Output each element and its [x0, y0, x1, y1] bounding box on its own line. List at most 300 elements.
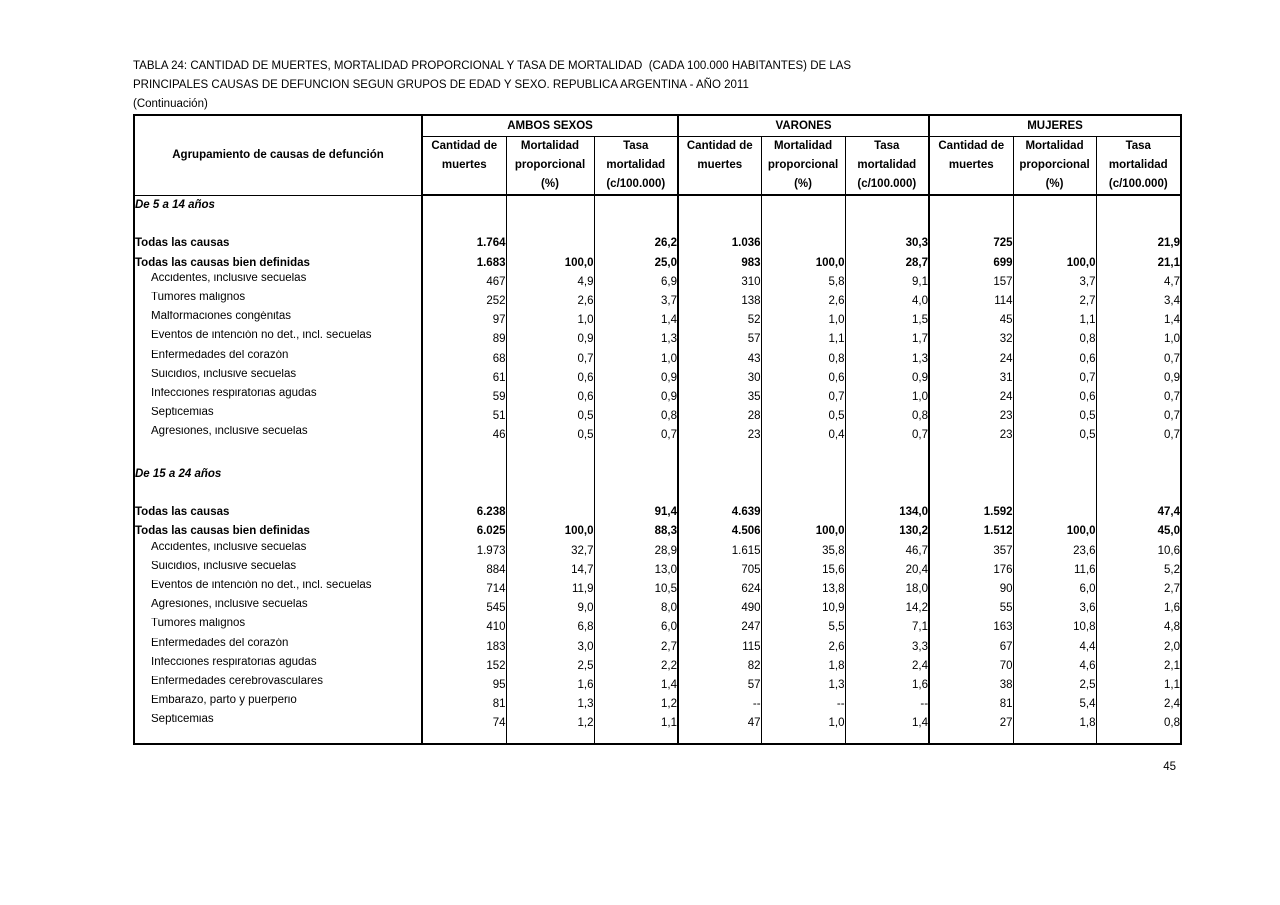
- cause-label: Accidentes, inclusive secuelas: [134, 542, 422, 561]
- cause-label: Eventos de intención no det., incl. secuelas: [134, 580, 422, 599]
- value-cell: 10,8: [1013, 618, 1096, 637]
- value-cell: 97: [422, 311, 506, 330]
- value-cell: 100,0: [506, 254, 594, 273]
- value-cell: 1,4: [1096, 311, 1181, 330]
- cause-label: Malformaciones congénitas: [134, 311, 422, 330]
- data-row: [134, 676, 1181, 695]
- value-cell: 884: [422, 561, 506, 580]
- value-cell: 983: [678, 254, 761, 273]
- cause-label: Tumores malignos: [134, 292, 422, 311]
- value-cell: [422, 734, 506, 744]
- data-row: [134, 618, 1181, 637]
- value-cell: 115: [678, 638, 761, 657]
- value-cell: 0,7: [1096, 426, 1181, 445]
- value-cell: [845, 465, 929, 484]
- value-cell: 14,2: [845, 599, 929, 618]
- cause-label: Tumores malignos: [134, 618, 422, 637]
- value-cell: 23: [929, 407, 1013, 426]
- value-cell: 5,2: [1096, 561, 1181, 580]
- value-cell: 26,2: [594, 234, 678, 253]
- title-line-2: PRINCIPALES CAUSAS DE DEFUNCION SEGUN GRUPOS DE EDAD Y SEXO. REPUBLICA ARGENTINA - AÑO 2011: [133, 79, 749, 91]
- value-cell: 95: [422, 676, 506, 695]
- value-cell: 81: [929, 695, 1013, 714]
- data-row: [134, 542, 1181, 561]
- col-header-mortalidad: Mortalidad proporcional (%): [506, 137, 594, 196]
- value-cell: [506, 215, 594, 234]
- cause-label: Septicemias: [134, 714, 422, 733]
- value-cell: 1,6: [1096, 599, 1181, 618]
- value-cell: 0,5: [506, 426, 594, 445]
- document-content: [133, 57, 1181, 773]
- cause-label: Accidentes, inclusive secuelas: [134, 273, 422, 292]
- value-cell: 3,0: [506, 638, 594, 657]
- col-header-mortalidad: Mortalidad proporcional (%): [761, 137, 845, 196]
- cause-label: [134, 734, 422, 744]
- value-cell: [594, 734, 678, 744]
- value-cell: 0,7: [761, 388, 845, 407]
- value-cell: 152: [422, 657, 506, 676]
- value-cell: 82: [678, 657, 761, 676]
- data-row: [134, 292, 1181, 311]
- data-row: [134, 407, 1181, 426]
- value-cell: 624: [678, 580, 761, 599]
- value-cell: 6,0: [1013, 580, 1096, 599]
- spacer-row: [134, 484, 1181, 503]
- value-cell: [678, 734, 761, 744]
- spacer-row: [134, 215, 1181, 234]
- value-cell: 6,9: [594, 273, 678, 292]
- value-cell: 0,9: [845, 369, 929, 388]
- value-cell: [929, 195, 1013, 215]
- value-cell: 1,4: [594, 311, 678, 330]
- value-cell: 20,4: [845, 561, 929, 580]
- spacer-row: [134, 446, 1181, 465]
- value-cell: 70: [929, 657, 1013, 676]
- value-cell: 247: [678, 618, 761, 637]
- value-cell: 0,7: [506, 350, 594, 369]
- value-cell: 1,0: [594, 350, 678, 369]
- value-cell: [1096, 446, 1181, 465]
- value-cell: 157: [929, 273, 1013, 292]
- value-cell: 68: [422, 350, 506, 369]
- value-cell: 47,4: [1096, 503, 1181, 522]
- value-cell: 35,8: [761, 542, 845, 561]
- value-cell: [594, 446, 678, 465]
- value-cell: 1,8: [761, 657, 845, 676]
- value-cell: 59: [422, 388, 506, 407]
- data-row: [134, 388, 1181, 407]
- cause-label: [134, 446, 422, 465]
- value-cell: 15,6: [761, 561, 845, 580]
- row-header-cell: Agrupamiento de causas de defunción: [134, 115, 422, 195]
- value-cell: 2,7: [594, 638, 678, 657]
- data-row: [134, 311, 1181, 330]
- value-cell: 28,7: [845, 254, 929, 273]
- data-row: [134, 254, 1181, 273]
- data-row: [134, 273, 1181, 292]
- cause-label: Todas las causas bien definidas: [134, 522, 422, 541]
- value-cell: 0,5: [761, 407, 845, 426]
- value-cell: 100,0: [761, 254, 845, 273]
- value-cell: 0,8: [1096, 714, 1181, 733]
- cause-label: Agresiones, inclusive secuelas: [134, 426, 422, 445]
- value-cell: 1.683: [422, 254, 506, 273]
- title-line-1: TABLA 24: CANTIDAD DE MUERTES, MORTALIDAD PROPORCIONAL Y TASA DE MORTALIDAD (CADA 100.000 HABITANTES) DE LAS: [133, 60, 852, 72]
- data-row: [134, 426, 1181, 445]
- value-cell: 100,0: [761, 522, 845, 541]
- data-row: [134, 695, 1181, 714]
- value-cell: 699: [929, 254, 1013, 273]
- value-cell: 114: [929, 292, 1013, 311]
- value-cell: 57: [678, 330, 761, 349]
- value-cell: 467: [422, 273, 506, 292]
- value-cell: 1,2: [594, 695, 678, 714]
- data-row: [134, 234, 1181, 253]
- value-cell: 88,3: [594, 522, 678, 541]
- value-cell: 714: [422, 580, 506, 599]
- value-cell: 0,8: [761, 350, 845, 369]
- value-cell: 1.512: [929, 522, 1013, 541]
- value-cell: 2,7: [1096, 580, 1181, 599]
- value-cell: 23: [929, 426, 1013, 445]
- value-cell: [761, 234, 845, 253]
- value-cell: 46: [422, 426, 506, 445]
- col-header-tasa: Tasa mortalidad (c/100.000): [594, 137, 678, 196]
- data-row: [134, 330, 1181, 349]
- value-cell: 38: [929, 676, 1013, 695]
- value-cell: [678, 195, 761, 215]
- age-group-row: [134, 195, 1181, 215]
- value-cell: 1,2: [506, 714, 594, 733]
- value-cell: [506, 484, 594, 503]
- value-cell: [1096, 215, 1181, 234]
- value-cell: 2,4: [1096, 695, 1181, 714]
- value-cell: 252: [422, 292, 506, 311]
- value-cell: 6,0: [594, 618, 678, 637]
- value-cell: 2,6: [761, 638, 845, 657]
- value-cell: [761, 734, 845, 744]
- value-cell: [506, 503, 594, 522]
- value-cell: 35: [678, 388, 761, 407]
- value-cell: [594, 215, 678, 234]
- value-cell: 4.506: [678, 522, 761, 541]
- value-cell: 2,5: [1013, 676, 1096, 695]
- value-cell: 74: [422, 714, 506, 733]
- value-cell: 490: [678, 599, 761, 618]
- data-row: [134, 522, 1181, 541]
- continuation-note: (Continuación): [133, 98, 208, 110]
- value-cell: 0,4: [761, 426, 845, 445]
- value-cell: 52: [678, 311, 761, 330]
- value-cell: 0,7: [845, 426, 929, 445]
- value-cell: 1.036: [678, 234, 761, 253]
- value-cell: 14,7: [506, 561, 594, 580]
- value-cell: 28: [678, 407, 761, 426]
- value-cell: 0,9: [594, 388, 678, 407]
- data-row: [134, 350, 1181, 369]
- value-cell: 11,6: [1013, 561, 1096, 580]
- value-cell: [929, 465, 1013, 484]
- value-cell: [1013, 215, 1096, 234]
- value-cell: 90: [929, 580, 1013, 599]
- value-cell: 81: [422, 695, 506, 714]
- value-cell: --: [678, 695, 761, 714]
- value-cell: [1096, 484, 1181, 503]
- value-cell: 6.238: [422, 503, 506, 522]
- value-cell: 2,6: [506, 292, 594, 311]
- value-cell: 5,4: [1013, 695, 1096, 714]
- value-cell: 545: [422, 599, 506, 618]
- spacer-row: [134, 734, 1181, 744]
- cause-label: Enfermedades cerebrovasculares: [134, 676, 422, 695]
- value-cell: 1,8: [1013, 714, 1096, 733]
- value-cell: 2,1: [1096, 657, 1181, 676]
- value-cell: [1096, 734, 1181, 744]
- group-header-varones: VARONES: [678, 115, 929, 137]
- value-cell: 1,3: [594, 330, 678, 349]
- value-cell: 91,4: [594, 503, 678, 522]
- value-cell: 9,1: [845, 273, 929, 292]
- cause-label: Enfermedades del corazón: [134, 638, 422, 657]
- value-cell: 31: [929, 369, 1013, 388]
- value-cell: 1,0: [506, 311, 594, 330]
- value-cell: 10,6: [1096, 542, 1181, 561]
- value-cell: 0,5: [1013, 426, 1096, 445]
- value-cell: [1013, 195, 1096, 215]
- value-cell: 1.764: [422, 234, 506, 253]
- cause-label: Septicemias: [134, 407, 422, 426]
- value-cell: [845, 484, 929, 503]
- value-cell: [506, 734, 594, 744]
- value-cell: 30: [678, 369, 761, 388]
- value-cell: 46,7: [845, 542, 929, 561]
- value-cell: 1,3: [761, 676, 845, 695]
- col-header-cantidad: Cantidad de muertes: [422, 137, 506, 196]
- value-cell: [761, 195, 845, 215]
- value-cell: 1.615: [678, 542, 761, 561]
- value-cell: 0,9: [506, 330, 594, 349]
- value-cell: [1096, 465, 1181, 484]
- value-cell: [929, 446, 1013, 465]
- cause-label: Infecciones respiratorias agudas: [134, 388, 422, 407]
- value-cell: 2,5: [506, 657, 594, 676]
- value-cell: 100,0: [506, 522, 594, 541]
- document-title: [133, 57, 1180, 114]
- col-header-tasa: Tasa mortalidad (c/100.000): [845, 137, 929, 196]
- value-cell: [422, 446, 506, 465]
- value-cell: 1.973: [422, 542, 506, 561]
- col-header-cantidad: Cantidad de muertes: [678, 137, 761, 196]
- value-cell: [761, 484, 845, 503]
- col-header-cantidad: Cantidad de muertes: [929, 137, 1013, 196]
- value-cell: 67: [929, 638, 1013, 657]
- value-cell: [1013, 234, 1096, 253]
- cause-label: [134, 484, 422, 503]
- value-cell: 0,6: [506, 388, 594, 407]
- value-cell: 45: [929, 311, 1013, 330]
- value-cell: 0,7: [1096, 407, 1181, 426]
- value-cell: 6,8: [506, 618, 594, 637]
- value-cell: 32: [929, 330, 1013, 349]
- value-cell: 2,4: [845, 657, 929, 676]
- value-cell: 0,6: [761, 369, 845, 388]
- value-cell: [678, 484, 761, 503]
- col-header-tasa: Tasa mortalidad (c/100.000): [1096, 137, 1181, 196]
- value-cell: --: [845, 695, 929, 714]
- data-row: [134, 369, 1181, 388]
- value-cell: 176: [929, 561, 1013, 580]
- value-cell: 1,1: [594, 714, 678, 733]
- value-cell: [929, 484, 1013, 503]
- value-cell: 1,0: [761, 311, 845, 330]
- value-cell: 57: [678, 676, 761, 695]
- value-cell: 3,7: [1013, 273, 1096, 292]
- value-cell: 1,0: [1096, 330, 1181, 349]
- value-cell: [422, 215, 506, 234]
- value-cell: 0,8: [1013, 330, 1096, 349]
- value-cell: 9,0: [506, 599, 594, 618]
- value-cell: 11,9: [506, 580, 594, 599]
- value-cell: 3,7: [594, 292, 678, 311]
- value-cell: 1,1: [1013, 311, 1096, 330]
- cause-label: Eventos de intención no det., incl. secuelas: [134, 330, 422, 349]
- value-cell: [594, 465, 678, 484]
- value-cell: 410: [422, 618, 506, 637]
- value-cell: 0,8: [594, 407, 678, 426]
- col-header-mortalidad: Mortalidad proporcional (%): [1013, 137, 1096, 196]
- value-cell: 61: [422, 369, 506, 388]
- value-cell: 0,9: [1096, 369, 1181, 388]
- page-number: 45: [1163, 761, 1176, 773]
- data-row: [134, 657, 1181, 676]
- value-cell: 1,4: [845, 714, 929, 733]
- value-cell: [422, 195, 506, 215]
- value-cell: [845, 195, 929, 215]
- value-cell: 357: [929, 542, 1013, 561]
- value-cell: 4,6: [1013, 657, 1096, 676]
- value-cell: 0,5: [1013, 407, 1096, 426]
- group-header-row: [134, 115, 1181, 137]
- value-cell: [678, 215, 761, 234]
- value-cell: 138: [678, 292, 761, 311]
- value-cell: [761, 215, 845, 234]
- value-cell: 55: [929, 599, 1013, 618]
- cause-label: Suicidios, inclusive secuelas: [134, 369, 422, 388]
- data-row: [134, 561, 1181, 580]
- value-cell: 21,1: [1096, 254, 1181, 273]
- value-cell: 2,7: [1013, 292, 1096, 311]
- value-cell: 2,0: [1096, 638, 1181, 657]
- value-cell: 3,6: [1013, 599, 1096, 618]
- value-cell: [594, 195, 678, 215]
- value-cell: 5,8: [761, 273, 845, 292]
- mortality-table: [133, 114, 1182, 745]
- value-cell: 4,8: [1096, 618, 1181, 637]
- value-cell: 1,4: [594, 676, 678, 695]
- cause-label: Todas las causas: [134, 503, 422, 522]
- value-cell: [761, 446, 845, 465]
- value-cell: 6.025: [422, 522, 506, 541]
- data-row: [134, 638, 1181, 657]
- value-cell: 0,7: [1096, 388, 1181, 407]
- value-cell: [1096, 195, 1181, 215]
- value-cell: [506, 465, 594, 484]
- value-cell: [929, 215, 1013, 234]
- value-cell: [678, 465, 761, 484]
- value-cell: 100,0: [1013, 254, 1096, 273]
- group-header-ambos-sexos: AMBOS SEXOS: [422, 115, 678, 137]
- value-cell: [1013, 503, 1096, 522]
- value-cell: 0,6: [1013, 388, 1096, 407]
- value-cell: 0,7: [594, 426, 678, 445]
- data-row: [134, 599, 1181, 618]
- value-cell: 13,0: [594, 561, 678, 580]
- value-cell: 45,0: [1096, 522, 1181, 541]
- cause-label: Agresiones, inclusive secuelas: [134, 599, 422, 618]
- value-cell: 13,8: [761, 580, 845, 599]
- value-cell: 27: [929, 714, 1013, 733]
- value-cell: 28,9: [594, 542, 678, 561]
- value-cell: 7,1: [845, 618, 929, 637]
- value-cell: 21,9: [1096, 234, 1181, 253]
- value-cell: 725: [929, 234, 1013, 253]
- value-cell: [506, 195, 594, 215]
- data-row: [134, 714, 1181, 733]
- value-cell: 51: [422, 407, 506, 426]
- data-row: [134, 503, 1181, 522]
- value-cell: 10,5: [594, 580, 678, 599]
- value-cell: 89: [422, 330, 506, 349]
- value-cell: [678, 446, 761, 465]
- group-header-mujeres: MUJERES: [929, 115, 1181, 137]
- age-group-row: [134, 465, 1181, 484]
- value-cell: 2,2: [594, 657, 678, 676]
- value-cell: [1013, 734, 1096, 744]
- value-cell: [761, 503, 845, 522]
- value-cell: 1,0: [761, 714, 845, 733]
- value-cell: 18,0: [845, 580, 929, 599]
- value-cell: 32,7: [506, 542, 594, 561]
- value-cell: [422, 465, 506, 484]
- value-cell: 1,3: [845, 350, 929, 369]
- value-cell: 0,7: [1013, 369, 1096, 388]
- value-cell: 310: [678, 273, 761, 292]
- cause-label: Infecciones respiratorias agudas: [134, 657, 422, 676]
- value-cell: [594, 484, 678, 503]
- value-cell: [1013, 484, 1096, 503]
- value-cell: 0,6: [1013, 350, 1096, 369]
- value-cell: 25,0: [594, 254, 678, 273]
- value-cell: [1013, 465, 1096, 484]
- value-cell: 1,1: [761, 330, 845, 349]
- value-cell: [1013, 446, 1096, 465]
- data-row: [134, 580, 1181, 599]
- value-cell: 1,6: [506, 676, 594, 695]
- value-cell: 183: [422, 638, 506, 657]
- value-cell: 0,7: [1096, 350, 1181, 369]
- value-cell: 3,3: [845, 638, 929, 657]
- value-cell: 1,0: [845, 388, 929, 407]
- value-cell: 43: [678, 350, 761, 369]
- value-cell: 0,8: [845, 407, 929, 426]
- value-cell: 47: [678, 714, 761, 733]
- value-cell: 4,0: [845, 292, 929, 311]
- value-cell: 24: [929, 350, 1013, 369]
- value-cell: 0,9: [594, 369, 678, 388]
- value-cell: 23,6: [1013, 542, 1096, 561]
- cause-label: Embarazo, parto y puerperio: [134, 695, 422, 714]
- value-cell: 130,2: [845, 522, 929, 541]
